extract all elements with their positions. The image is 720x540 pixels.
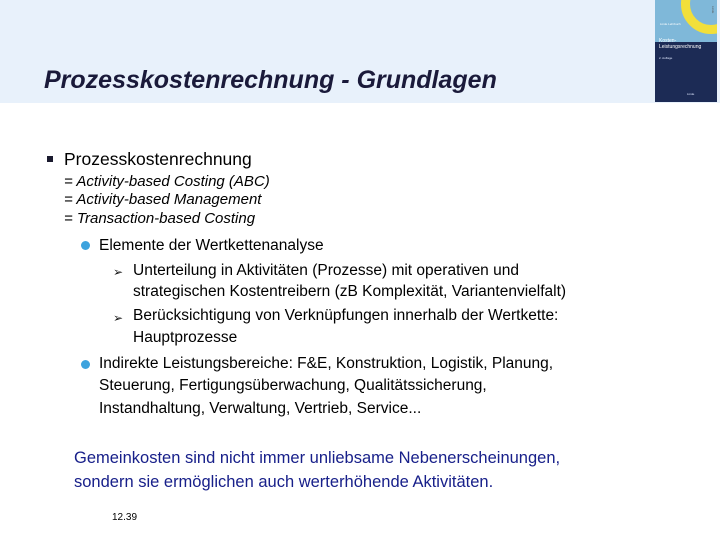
cover-edition: 2. Auflage (659, 56, 673, 60)
detail-line: Hauptprozesse (133, 329, 238, 346)
definition-line: = Transaction-based Costing (64, 210, 256, 227)
definition-line: = Activity-based Management (64, 191, 262, 208)
definition-line: = Activity-based Costing (ABC) (64, 173, 270, 190)
page-number: 12.39 (112, 512, 138, 523)
round-bullet-icon (81, 241, 90, 250)
sub-bullet-text: Elemente der Wertkettenanalyse (99, 237, 324, 254)
detail-line: Berücksichtigung von Verknüpfungen innerhalb der Wertkette: (133, 307, 559, 324)
cover-title-line2: Leistungsrechnung (659, 44, 702, 50)
main-bullet-text: Prozesskostenrechnung (64, 149, 252, 169)
arrow-bullet-icon: ➢ (113, 311, 124, 325)
sub-bullet-text: Instandhaltung, Verwaltung, Vertrieb, Service... (99, 400, 422, 417)
highlight-quote: sondern sie ermöglichen auch werterhöhende Aktivitäten. (74, 473, 494, 491)
cover-side-label: Linde (711, 6, 715, 14)
sub-bullet-text: Steuerung, Fertigungsüberwachung, Qualitätssicherung, (99, 377, 487, 394)
square-bullet-icon (47, 156, 53, 162)
cover-publisher: Linde Lehrbuch (660, 22, 681, 26)
sub-bullet-text: Indirekte Leistungsbereiche: F&E, Konstruktion, Logistik, Planung, (99, 355, 554, 372)
arrow-bullet-icon: ➢ (113, 265, 124, 279)
detail-line: strategischen Kostentreibern (zB Komplexität, Variantenvielfalt) (133, 283, 567, 300)
cover-footer: Linde (687, 92, 695, 96)
round-bullet-icon (81, 360, 90, 369)
book-cover-thumbnail (655, 0, 717, 102)
detail-line: Unterteilung in Aktivitäten (Prozesse) mit operativen und (133, 262, 519, 279)
slide-title: Prozesskostenrechnung - Grundlagen (44, 66, 497, 94)
cover-title (659, 38, 701, 50)
highlight-quote: Gemeinkosten sind nicht immer unliebsame Nebenerscheinungen, (74, 449, 561, 467)
cover-title-line1: Kosten- (659, 38, 677, 44)
